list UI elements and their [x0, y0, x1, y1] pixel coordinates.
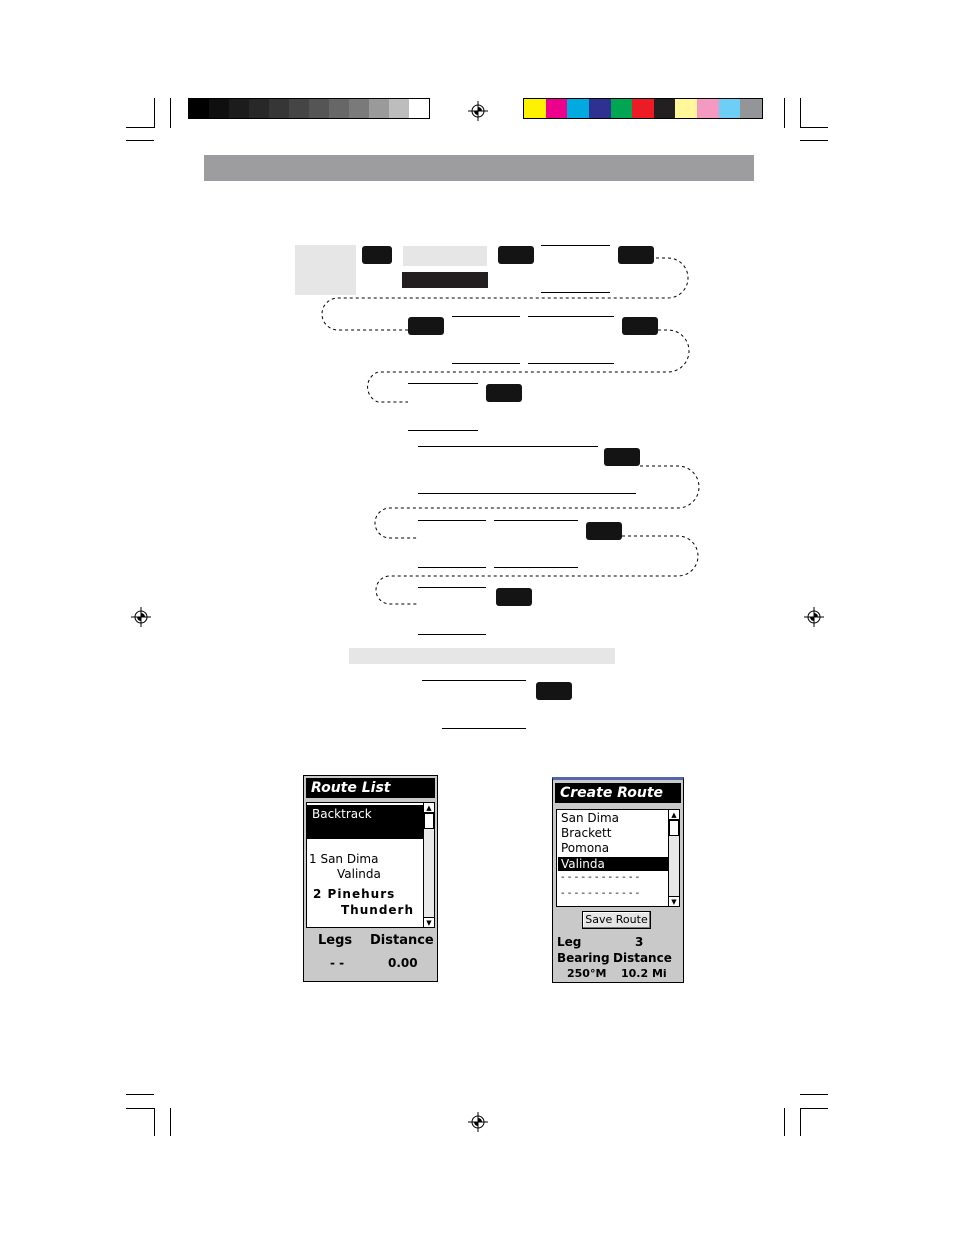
list-item[interactable]: - - - - - - - - - - - - [561, 888, 640, 899]
route-waypoint-list[interactable] [556, 809, 680, 907]
crop-mark [154, 1108, 155, 1136]
distance-label: Distance [370, 933, 434, 948]
crop-mark [784, 1108, 785, 1136]
crop-mark [800, 1108, 828, 1109]
distance-value: 0.00 [388, 956, 418, 970]
scroll-down-icon[interactable]: ▼ [669, 896, 679, 906]
create-route-screen [552, 777, 684, 983]
list-item[interactable]: San Dima [561, 811, 620, 825]
registration-mark-icon [468, 1112, 488, 1132]
scroll-up-icon[interactable]: ▲ [669, 810, 679, 820]
screen-title: Create Route [555, 783, 681, 803]
list-item[interactable]: 1 San Dima [309, 852, 379, 866]
list-item[interactable]: Backtrack [307, 805, 423, 839]
list-item[interactable]: - - - - - - - - - - - - [561, 872, 640, 883]
crop-mark [126, 1108, 154, 1109]
bearing-label: Bearing [557, 951, 610, 965]
list-item[interactable]: Valinda [558, 857, 668, 871]
legs-value: - - [330, 956, 345, 970]
save-route-button[interactable]: Save Route [582, 911, 651, 929]
legs-label: Legs [318, 933, 353, 948]
scroll-down-icon[interactable]: ▼ [424, 917, 434, 927]
crop-mark [800, 1108, 801, 1136]
list-item[interactable]: Thunderh [341, 903, 415, 917]
list-item[interactable]: Pomona [561, 841, 610, 855]
crop-mark [800, 1094, 828, 1095]
leg-label: Leg [557, 935, 582, 949]
leg-value: 3 [635, 935, 644, 949]
crop-mark [126, 1094, 154, 1095]
scroll-thumb[interactable] [669, 820, 679, 836]
distance-label: Distance [613, 951, 672, 965]
distance-value: 10.2 Mi [621, 967, 667, 980]
screen-title: Route List [306, 778, 435, 798]
crop-mark [170, 1108, 171, 1136]
route-list-screen [303, 775, 438, 982]
list-item[interactable]: Valinda [337, 867, 381, 881]
scroll-up-icon[interactable]: ▲ [424, 803, 434, 813]
scroll-thumb[interactable] [424, 813, 434, 829]
list-scrollbar[interactable] [668, 810, 679, 906]
list-scrollbar[interactable] [423, 803, 434, 927]
list-item[interactable]: 2 Pinehurs [313, 887, 396, 901]
route-list[interactable] [306, 802, 435, 928]
bearing-value: 250°M [567, 967, 607, 980]
list-item[interactable]: Brackett [561, 826, 612, 840]
